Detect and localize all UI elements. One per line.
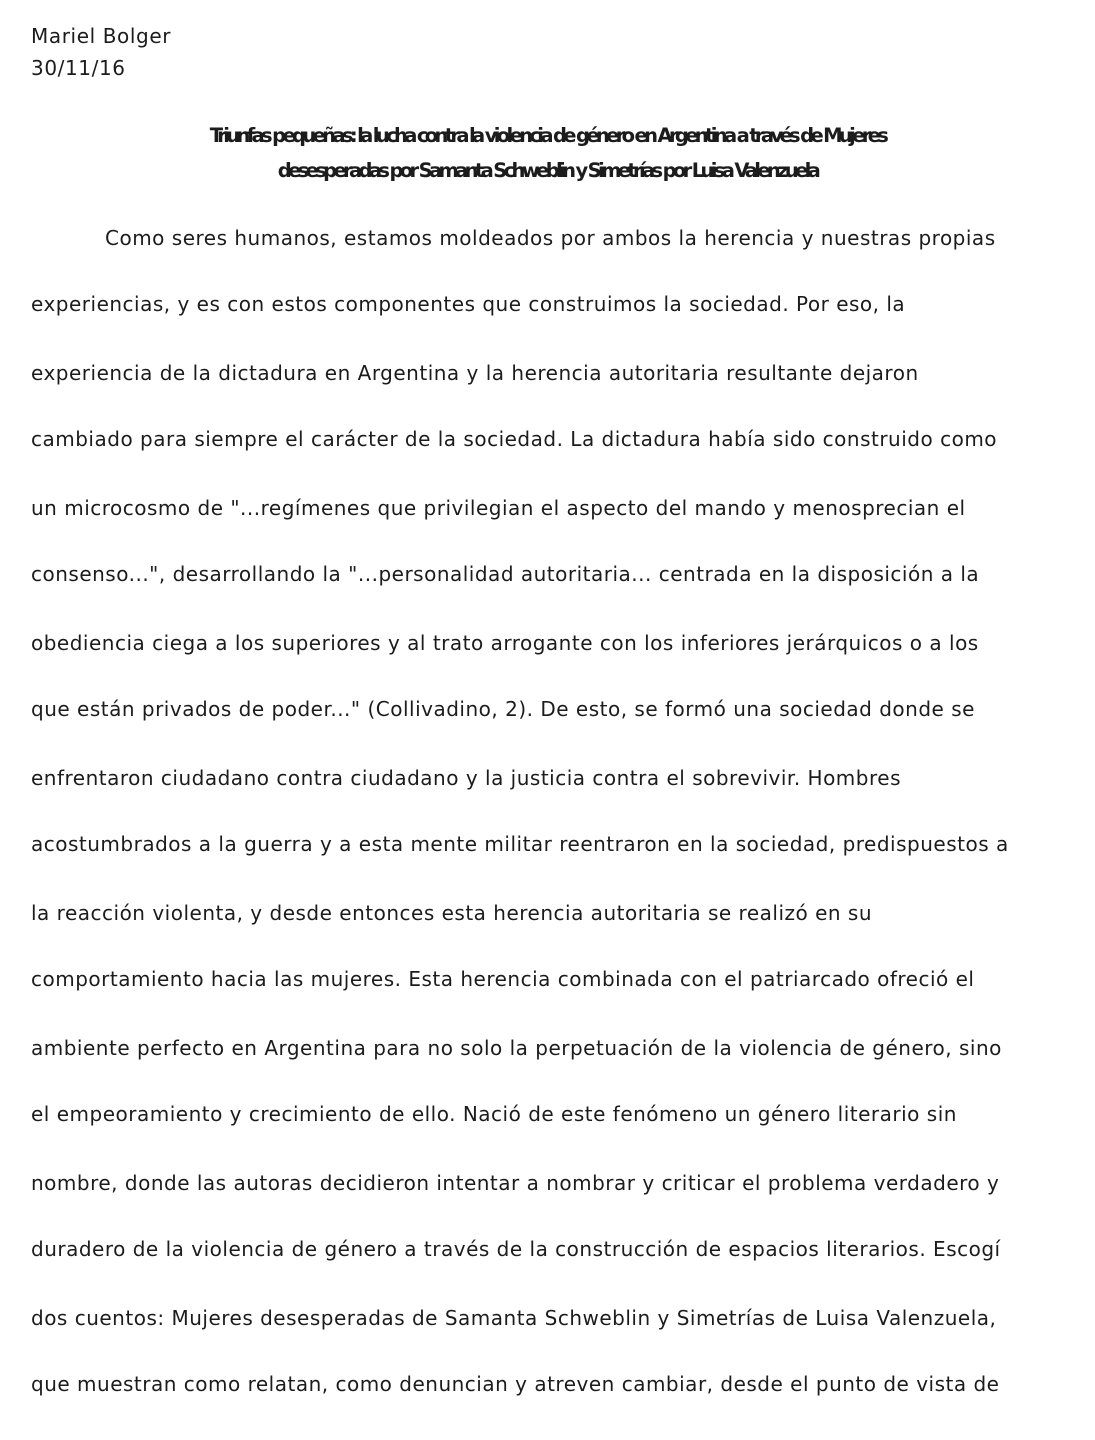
body-text-line: comportamiento hacia las mujeres. Esta herencia combinada con el patriarcado ofreció el bbox=[31, 967, 975, 991]
body-text-line: cambiado para siempre el carácter de la sociedad. La dictadura había sido construido como bbox=[31, 427, 998, 451]
body-text-line: que muestran como relatan, como denuncian y atreven cambiar, desde el punto de vista de bbox=[31, 1372, 1000, 1396]
body-text-line: acostumbrados a la guerra y a esta mente militar reentraron en la sociedad, predispuestos a bbox=[31, 832, 1009, 856]
essay-title-line: desesperadas por Samanta Schweblin y Simetrías por Luisa Valenzuela bbox=[277, 159, 818, 182]
body-text-line: nombre, donde las autoras decidieron intentar a nombrar y criticar el problema verdadero y bbox=[31, 1171, 1000, 1195]
body-text-line: un microcosmo de "...regímenes que privilegian el aspecto del mando y menosprecian el bbox=[31, 496, 966, 520]
body-text-line: dos cuentos: Mujeres desesperadas de Samanta Schweblin y Simetrías de Luisa Valenzuela, bbox=[31, 1306, 997, 1330]
body-text-line: consenso...", desarrollando la "...personalidad autoritaria... centrada en la disposición a la bbox=[31, 562, 980, 586]
body-text-line: que están privados de poder..." (Collivadino, 2). De esto, se formó una sociedad donde se bbox=[31, 697, 975, 721]
body-text-line: Como seres humanos, estamos moldeados por ambos la herencia y nuestras propias bbox=[105, 226, 996, 250]
body-text-line: experiencias, y es con estos componentes que construimos la sociedad. Por eso, la bbox=[31, 292, 906, 316]
author-name: Mariel Bolger bbox=[31, 24, 172, 48]
body-text-line: obediencia ciega a los superiores y al trato arrogante con los inferiores jerárquicos o a los bbox=[31, 631, 979, 655]
essay-title-line: Triunfas pequeñas: la lucha contra la violencia de género en Argentina a través de Mujeres bbox=[209, 124, 886, 147]
body-text-line: ambiente perfecto en Argentina para no solo la perpetuación de la violencia de género, sino bbox=[31, 1036, 1002, 1060]
body-text-line: experiencia de la dictadura en Argentina y la herencia autoritaria resultante dejaron bbox=[31, 361, 919, 385]
body-text-line: enfrentaron ciudadano contra ciudadano y la justicia contra el sobrevivir. Hombres bbox=[31, 766, 901, 790]
body-text-line: el empeoramiento y crecimiento de ello. Nació de este fenómeno un género literario sin bbox=[31, 1102, 957, 1126]
body-text-line: duradero de la violencia de género a través de la construcción de espacios literarios. Escogí bbox=[31, 1237, 1001, 1261]
body-text-line: la reacción violenta, y desde entonces esta herencia autoritaria se realizó en su bbox=[31, 901, 873, 925]
document-date: 30/11/16 bbox=[31, 56, 126, 80]
